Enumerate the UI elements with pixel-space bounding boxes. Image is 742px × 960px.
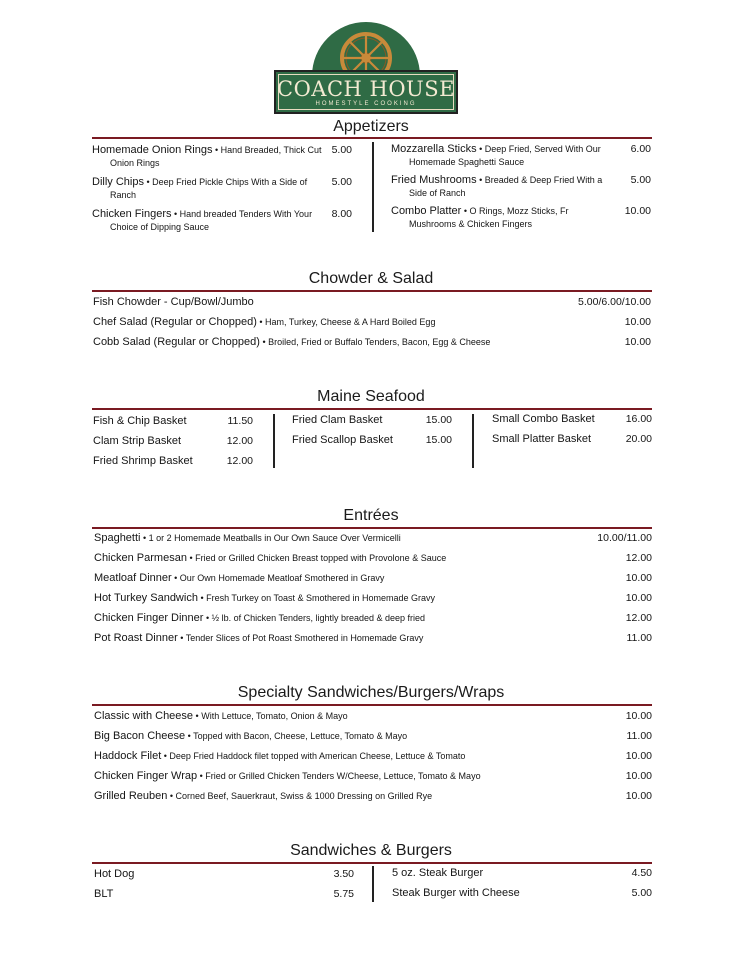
menu-item-name: Fish Chowder - Cup/Bowl/Jumbo bbox=[93, 296, 254, 308]
menu-item bbox=[492, 413, 612, 426]
menu-item bbox=[92, 144, 324, 169]
menu-item-description: • Hand Breaded, Thick Cut bbox=[212, 145, 322, 155]
restaurant-logo bbox=[274, 22, 458, 114]
menu-item-description: • Fresh Turkey on Toast & Smothered in Homemade Gravy bbox=[197, 593, 436, 603]
menu-item bbox=[93, 296, 563, 309]
menu-item bbox=[92, 208, 324, 233]
menu-item-name: Chef Salad (Regular or Chopped) bbox=[93, 316, 257, 328]
menu-item bbox=[94, 770, 574, 783]
menu-item-description: • Tender Slices of Pot Roast Smothered in Homemade Gravy bbox=[177, 633, 424, 643]
menu-item-name: Pot Roast Dinner bbox=[94, 632, 178, 644]
section-rule bbox=[92, 408, 652, 410]
menu-item-price: 10.00 bbox=[625, 770, 652, 782]
menu-item bbox=[292, 414, 422, 427]
menu-item-name: Cobb Salad (Regular or Chopped) bbox=[93, 336, 260, 348]
column-divider bbox=[273, 414, 275, 468]
menu-item-price: 11.00 bbox=[626, 730, 652, 742]
menu-item-description: • Deep Fried, Served With Our bbox=[476, 144, 601, 154]
menu-item bbox=[292, 434, 422, 447]
menu-item-price: 5.00 bbox=[631, 887, 652, 899]
menu-item bbox=[94, 572, 574, 585]
menu-item-price: 5.00/6.00/10.00 bbox=[578, 296, 651, 308]
menu-item-name: Clam Strip Basket bbox=[93, 435, 182, 447]
menu-item bbox=[94, 710, 574, 723]
section-title-specialty: Specialty Sandwiches/Burgers/Wraps bbox=[237, 684, 505, 701]
section-title-appetizers: Appetizers bbox=[333, 118, 409, 135]
menu-item-description-cont: Ranch bbox=[110, 190, 137, 200]
menu-item-price: 12.00 bbox=[226, 455, 253, 467]
menu-item-description: • Ham, Turkey, Cheese & A Hard Boiled Egg bbox=[256, 317, 436, 327]
menu-item-price: 5.00 bbox=[331, 144, 352, 156]
menu-item-price: 10.00 bbox=[625, 750, 652, 762]
menu-item-description: • Breaded & Deep Fried With a bbox=[476, 175, 603, 185]
section-title-chowder-salad: Chowder & Salad bbox=[308, 270, 434, 287]
menu-item-price: 10.00/11.00 bbox=[597, 532, 652, 544]
menu-item bbox=[392, 887, 592, 900]
menu-item bbox=[94, 730, 574, 743]
menu-item-name: 5 oz. Steak Burger bbox=[392, 867, 484, 879]
menu-item-price: 12.00 bbox=[625, 612, 652, 624]
menu-item-description: • O Rings, Mozz Sticks, Fr bbox=[461, 206, 569, 216]
menu-item-description: • Our Own Homemade Meatloaf Smothered in Gravy bbox=[171, 573, 385, 583]
logo-name: COACH HOUSE bbox=[277, 77, 455, 101]
menu-item-description-cont: Onion Rings bbox=[110, 158, 160, 168]
menu-item-price: 3.50 bbox=[333, 868, 354, 880]
menu-item-description: • Fried or Grilled Chicken Breast topped with Provolone & Sauce bbox=[186, 553, 447, 563]
section-rule bbox=[92, 290, 652, 292]
menu-item-price: 5.75 bbox=[333, 888, 354, 900]
menu-item-price: 11.00 bbox=[626, 632, 652, 644]
menu-item-name: BLT bbox=[94, 888, 114, 900]
menu-item-price: 10.00 bbox=[624, 205, 651, 217]
section-rule bbox=[92, 137, 652, 139]
section-title-maine-seafood: Maine Seafood bbox=[317, 388, 425, 405]
menu-item-description: • Broiled, Fried or Buffalo Tenders, Bacon, Egg & Cheese bbox=[259, 337, 491, 347]
menu-item bbox=[93, 435, 223, 448]
menu-item-description: • Deep Fried Haddock filet topped with American Cheese, Lettuce & Tomato bbox=[161, 751, 466, 761]
menu-item bbox=[94, 552, 574, 565]
menu-item-description: • Fried or Grilled Chicken Tenders W/Cheese, Lettuce, Tomato & Mayo bbox=[197, 771, 481, 781]
menu-item bbox=[94, 592, 574, 605]
menu-item-price: 12.00 bbox=[226, 435, 253, 447]
menu-item-name: Big Bacon Cheese bbox=[94, 730, 186, 742]
menu-item-description: • ½ lb. of Chicken Tenders, lightly breaded & deep fried bbox=[203, 613, 426, 623]
menu-item-name: Chicken Finger Wrap bbox=[94, 770, 198, 782]
menu-item bbox=[94, 612, 574, 625]
menu-item-name: Haddock Filet bbox=[94, 750, 162, 762]
menu-item bbox=[93, 316, 563, 329]
menu-item-name: Grilled Reuben bbox=[94, 790, 168, 802]
menu-item-name: Chicken Fingers bbox=[92, 208, 172, 220]
menu-item bbox=[94, 750, 574, 763]
column-divider bbox=[472, 414, 474, 468]
menu-item-price: 10.00 bbox=[625, 790, 652, 802]
menu-item-name: Fried Scallop Basket bbox=[292, 434, 393, 446]
menu-item bbox=[391, 174, 611, 199]
menu-item-name: Spaghetti bbox=[94, 532, 141, 544]
menu-item bbox=[92, 176, 324, 201]
menu-item-price: 20.00 bbox=[625, 433, 652, 445]
menu-item-name: Dilly Chips bbox=[92, 176, 144, 188]
menu-item-name: Steak Burger with Cheese bbox=[392, 887, 520, 899]
menu-item-name: Fried Clam Basket bbox=[292, 414, 383, 426]
menu-item bbox=[392, 867, 592, 880]
menu-item-description-cont: Mushrooms & Chicken Fingers bbox=[409, 219, 533, 229]
menu-item-description: • 1 or 2 Homemade Meatballs in Our Own Sauce Over Vermicelli bbox=[140, 533, 401, 543]
menu-item bbox=[94, 790, 574, 803]
menu-item-name: Meatloaf Dinner bbox=[94, 572, 172, 584]
menu-item-description: • Topped with Bacon, Cheese, Lettuce, Tomato & Mayo bbox=[185, 731, 408, 741]
menu-item-name: Homemade Onion Rings bbox=[92, 144, 213, 156]
menu-item-name: Chicken Finger Dinner bbox=[94, 612, 204, 624]
menu-item-price: 16.00 bbox=[625, 413, 652, 425]
menu-item-name: Small Platter Basket bbox=[492, 433, 592, 445]
menu-item-name: Mozzarella Sticks bbox=[391, 143, 477, 155]
menu-item-name: Fried Shrimp Basket bbox=[93, 455, 193, 467]
menu-item-price: 11.50 bbox=[227, 415, 253, 427]
menu-item-price: 10.00 bbox=[624, 336, 651, 348]
menu-item-price: 4.50 bbox=[631, 867, 652, 879]
menu-item-name: Hot Dog bbox=[94, 868, 135, 880]
menu-item-description: • Hand breaded Tenders With Your bbox=[171, 209, 313, 219]
menu-item-price: 12.00 bbox=[625, 552, 652, 564]
menu-item-name: Hot Turkey Sandwich bbox=[94, 592, 198, 604]
menu-item-price: 5.00 bbox=[331, 176, 352, 188]
menu-item-name: Small Combo Basket bbox=[492, 413, 595, 425]
menu-item-price: 10.00 bbox=[625, 710, 652, 722]
section-rule bbox=[92, 704, 652, 706]
menu-item-description: • Deep Fried Pickle Chips With a Side of bbox=[143, 177, 308, 187]
menu-item-price: 5.00 bbox=[630, 174, 651, 186]
menu-item bbox=[93, 455, 223, 468]
section-title-entrees: Entrées bbox=[343, 507, 399, 524]
menu-item bbox=[391, 143, 611, 168]
menu-item bbox=[391, 205, 611, 230]
section-rule bbox=[92, 862, 652, 864]
menu-item-description: • Corned Beef, Sauerkraut, Swiss & 1000 Dressing on Grilled Rye bbox=[167, 791, 433, 801]
menu-item-price: 8.00 bbox=[331, 208, 352, 220]
menu-item-name: Classic with Cheese bbox=[94, 710, 194, 722]
menu-item-price: 6.00 bbox=[630, 143, 651, 155]
column-divider bbox=[372, 866, 374, 902]
logo-tagline: HOMESTYLE COOKING bbox=[315, 101, 417, 107]
menu-item bbox=[93, 336, 563, 349]
section-title-sandwiches-burgers: Sandwiches & Burgers bbox=[290, 842, 452, 859]
menu-item-name: Combo Platter bbox=[391, 205, 462, 217]
menu-item-price: 15.00 bbox=[425, 434, 452, 446]
menu-item-description-cont: Homemade Spaghetti Sauce bbox=[409, 157, 525, 167]
menu-item-name: Fish & Chip Basket bbox=[93, 415, 187, 427]
menu-item-name: Fried Mushrooms bbox=[391, 174, 477, 186]
column-divider bbox=[372, 142, 374, 232]
menu-item bbox=[94, 888, 294, 901]
menu-item bbox=[492, 433, 612, 446]
menu-item bbox=[94, 632, 574, 645]
menu-item bbox=[94, 868, 294, 881]
menu-item-description-cont: Choice of Dipping Sauce bbox=[110, 222, 210, 232]
menu-item-description-cont: Side of Ranch bbox=[409, 188, 466, 198]
menu-item-price: 10.00 bbox=[625, 572, 652, 584]
menu-item bbox=[93, 415, 223, 428]
section-rule bbox=[92, 527, 652, 529]
menu-item-price: 10.00 bbox=[625, 592, 652, 604]
menu-item bbox=[94, 532, 574, 545]
menu-item-price: 10.00 bbox=[624, 316, 651, 328]
menu-item-description: • With Lettuce, Tomato, Onion & Mayo bbox=[193, 711, 348, 721]
menu-item-name: Chicken Parmesan bbox=[94, 552, 187, 564]
menu-item-price: 15.00 bbox=[425, 414, 452, 426]
